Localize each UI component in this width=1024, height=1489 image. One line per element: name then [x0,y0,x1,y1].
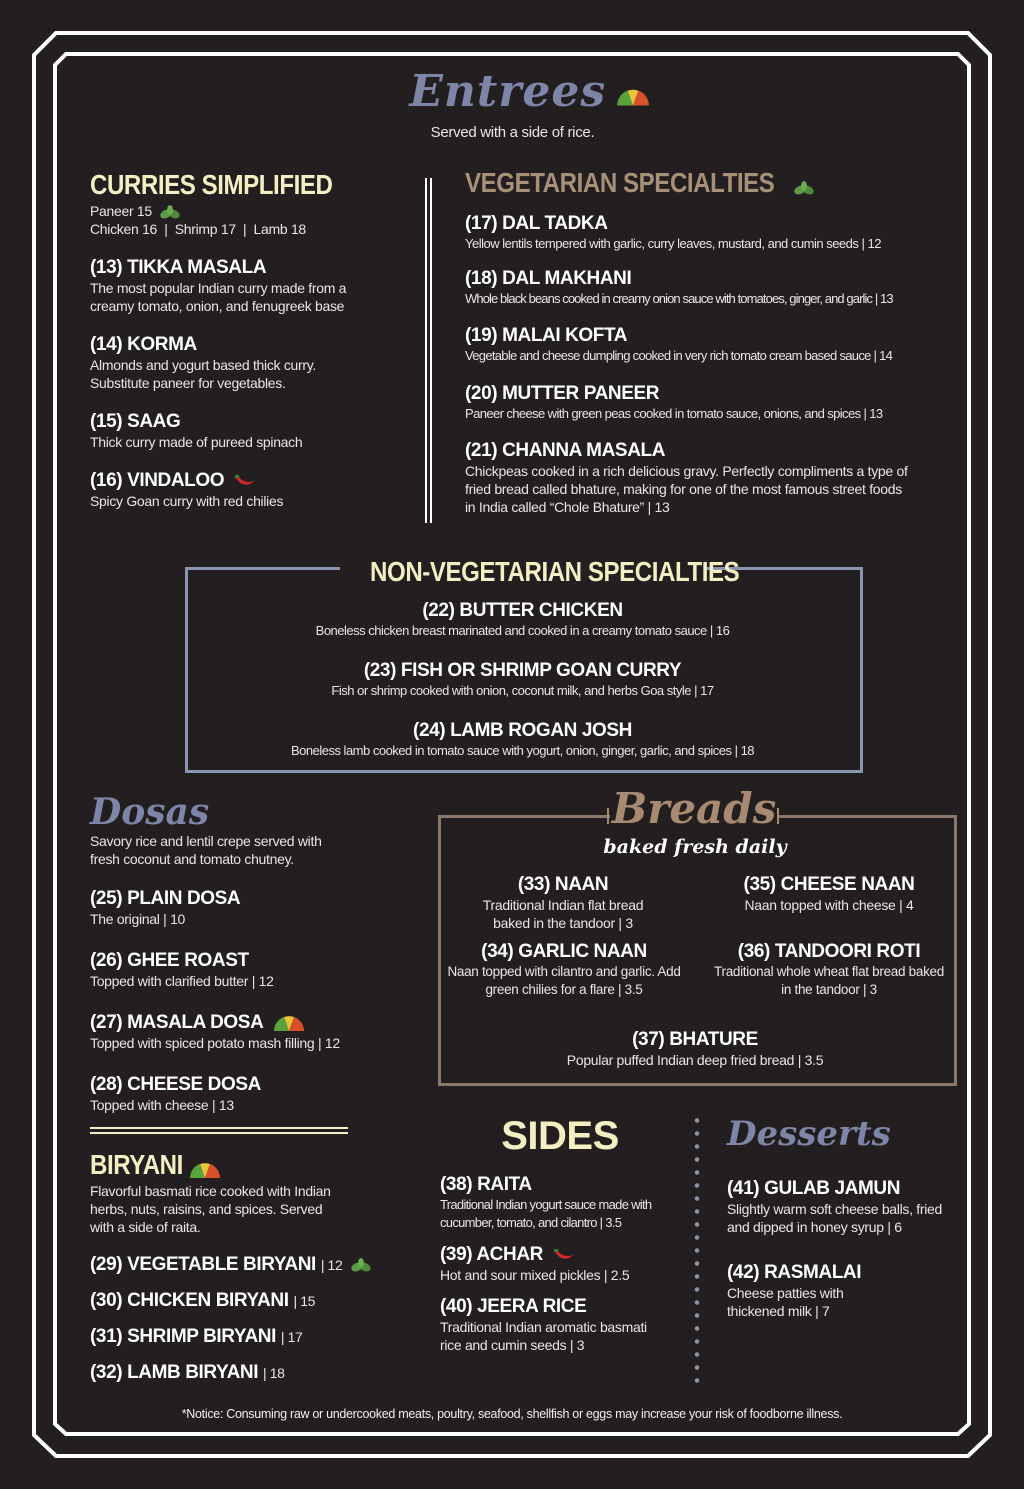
menu-item [188,600,857,640]
biryani-header [90,1148,410,1182]
leaf-icon [159,205,181,219]
item-title: (16) VINDALOO [90,470,225,491]
item-title-row [440,1244,690,1266]
menu-item [465,268,955,308]
menu-item [188,720,857,760]
menu-item [465,213,955,253]
item-desc: The most popular Indian curry made from a creamy tomato, onion, and fenugreek base [90,280,347,314]
item-title: (22) BUTTER CHICKEN [422,600,623,621]
item-title: (32) LAMB BIRYANI [90,1362,259,1383]
paneer-price: Paneer 15 [90,203,152,219]
nonveg-section [188,600,857,760]
item-title: (24) LAMB ROGAN JOSH [413,720,632,741]
item-desc: Hot and sour mixed pickles | 2.5 [440,1267,630,1283]
item-desc: Spicy Goan curry with red chilies [90,493,284,509]
breads-title: Breads [611,784,777,833]
menu-item [90,1074,390,1114]
item-desc: Traditional Indian yogurt sauce made with cucumber, tomato, and cilantro | 3.5 [440,1197,652,1230]
curries-price-line-1 [90,202,410,220]
menu-item [727,1262,962,1320]
item-desc: Slightly warm soft cheese balls, fried and dipped in honey syrup | 6 [727,1201,943,1235]
item-title-row [90,1012,390,1034]
breads-subtitle: baked fresh daily [603,836,787,858]
menu-item [188,660,857,700]
item-desc: Cheese patties with thickened milk | 7 [727,1285,844,1319]
section-divider [90,1127,348,1129]
item-desc: Vegetable and cheese dumpling cooked in very rich tomato cream based sauce | 14 [465,348,893,363]
item-desc: Traditional Indian aromatic basmati rice and cumin seeds | 3 [440,1319,647,1353]
item-desc: Paneer cheese with green peas cooked in tomato sauce, onions, and spices | 13 [465,406,883,421]
leaf-icon [350,1258,372,1272]
curries-price-line-2: Chicken 16 | Shrimp 17 | Lamb 18 [90,221,306,237]
item-title: (25) PLAIN DOSA [90,888,241,909]
menu-item [90,470,410,510]
spice-meter-icon [272,1014,306,1032]
dosas-section [90,792,390,1114]
biryani-subtitle: Flavorful basmati rice cooked with Indian herbs, nuts, raisins, and spices. Served with a side of raita. [90,1183,331,1235]
item-title: (38) RAITA [440,1174,532,1195]
item-desc: Traditional whole wheat flat bread baked in the tandoor | 3 [714,964,944,997]
vegetarian-header [465,166,955,200]
item-desc: Naan topped with cilantro and garlic. Add green chilies for a flare | 3.5 [447,964,681,997]
item-title: (21) CHANNA MASALA [465,440,666,461]
menu-item [90,334,410,392]
desserts-section [727,1112,962,1320]
item-title: (27) MASALA DOSA [90,1012,263,1033]
item-price: | 18 [262,1365,285,1381]
menu-item [440,1296,690,1354]
item-desc: Boneless chicken breast marinated and cooked in a creamy tomato sauce | 16 [315,623,730,638]
menu-item [465,325,955,365]
curries-section [90,168,410,510]
dosas-subtitle: Savory rice and lentil crepe served with fresh coconut and tomato chutney. [90,833,322,867]
item-desc: Boneless lamb cooked in tomato sauce with yogurt, onion, ginger, garlic, and spices | 18 [290,743,755,758]
item-title: (15) SAAG [90,411,181,432]
item-desc: Topped with cheese | 13 [90,1097,234,1113]
breads-tick-left [607,808,609,824]
item-desc: Naan topped with cheese | 4 [744,897,914,913]
menu-item [90,1326,410,1348]
item-title: (20) MUTTER PANEER [465,383,660,404]
menu-item [450,874,676,932]
item-title: (40) JEERA RICE [440,1296,587,1317]
item-title: (13) TIKKA MASALA [90,257,267,278]
item-title: (14) KORMA [90,334,197,355]
item-price: | 17 [280,1329,303,1345]
menu-item [440,941,688,999]
item-desc: Chickpeas cooked in a rich delicious gravy. Perfectly compliments a type of fried bread called bhature, making for one of the most famous street foods in India called “Chole Bhature” | 13 [465,463,908,515]
item-price: | 15 [293,1293,315,1309]
menu-item [90,950,390,990]
menu-item [440,1174,690,1232]
menu-item [90,888,390,928]
curries-title: CURRIES SIMPLIFIED [90,169,333,200]
biryani-section [90,1148,410,1384]
vegetarian-section [465,166,955,516]
menu-item [710,941,948,999]
item-title: (41) GULAB JAMUN [727,1178,901,1199]
breads-title-wrap [610,784,778,834]
sides-title: SIDES [501,1114,619,1158]
item-title: (42) RASMALAI [727,1262,862,1283]
column-divider [425,178,427,523]
desserts-title: Desserts [727,1114,891,1154]
item-desc: Popular puffed Indian deep fried bread | 3.5 [566,1052,824,1068]
menu-item [90,1290,410,1312]
spice-meter-icon [615,87,651,107]
item-title: (36) TANDOORI ROTI [737,941,921,962]
breads-tick-right [777,808,779,824]
menu-item [440,1244,690,1284]
vegetarian-title: VEGETARIAN SPECIALTIES [465,167,775,198]
item-title: (31) SHRIMP BIRYANI [90,1326,276,1347]
item-title-row [90,470,410,492]
column-divider [430,178,432,523]
menu-item [465,383,955,423]
item-title: (33) NAAN [517,874,609,895]
menu-item [90,1254,410,1276]
item-desc: Topped with clarified butter | 12 [90,973,274,989]
item-title: (19) MALAI KOFTA [465,325,628,346]
item-desc: Yellow lentils tempered with garlic, curry leaves, mustard, and cumin seeds | 12 [465,236,881,251]
item-desc: Whole black beans cooked in creamy onion sauce with tomatoes, ginger, and garlic | 13 [465,291,893,306]
nonveg-title: NON-VEGETARIAN SPECIALTIES [370,556,740,587]
item-title: (37) BHATURE [632,1029,758,1050]
leaf-icon [793,181,815,195]
item-desc: The original | 10 [90,911,186,927]
item-title: (34) GARLIC NAAN [481,941,647,962]
spice-meter-icon [188,1161,222,1179]
section-divider [90,1132,348,1134]
item-desc: Fish or shrimp cooked with onion, coconut milk, and herbs Goa style | 17 [331,683,714,698]
item-desc: Almonds and yogurt based thick curry. Substitute paneer for vegetables. [90,357,316,391]
entrees-subtitle: Served with a side of rice. [430,124,595,141]
item-desc: Traditional Indian flat bread baked in the tandoor | 3 [482,897,644,931]
sides-section [440,1174,690,1354]
item-title: (26) GHEE ROAST [90,950,249,971]
menu-item [90,1012,390,1052]
menu-item [520,1029,870,1069]
menu-item [90,257,410,315]
item-title: (30) CHICKEN BIRYANI [90,1290,289,1311]
item-title: (17) DAL TADKA [465,213,608,234]
chili-icon [552,1248,576,1262]
menu-item [90,411,410,451]
item-price: | 12 [320,1257,343,1273]
item-title: (28) CHEESE DOSA [90,1074,261,1095]
biryani-title: BIRYANI [90,1149,183,1180]
item-title: (39) ACHAR [440,1244,543,1265]
item-title: (23) FISH OR SHRIMP GOAN CURRY [363,660,682,681]
item-title: (29) VEGETABLE BIRYANI [90,1254,316,1275]
dosas-title: Dosas [90,791,210,833]
menu-item [90,1362,410,1384]
item-desc: Thick curry made of pureed spinach [90,434,303,450]
item-title: (35) CHEESE NAAN [743,874,915,895]
dotted-divider [694,1114,700,1390]
chili-icon [233,474,257,488]
menu-item [465,440,955,516]
menu-item [716,874,942,914]
item-title: (18) DAL MAKHANI [465,268,632,289]
nonveg-title-wrap [340,553,740,591]
food-safety-notice: *Notice: Consuming raw or undercooked meats, poultry, seafood, shellfish or eggs may increase your risk of foodborne illness. [181,1407,843,1421]
item-desc: Topped with spiced potato mash filling | 12 [90,1035,340,1051]
menu-item [727,1178,962,1236]
entrees-header [380,66,680,117]
entrees-title: Entrees [409,66,607,117]
